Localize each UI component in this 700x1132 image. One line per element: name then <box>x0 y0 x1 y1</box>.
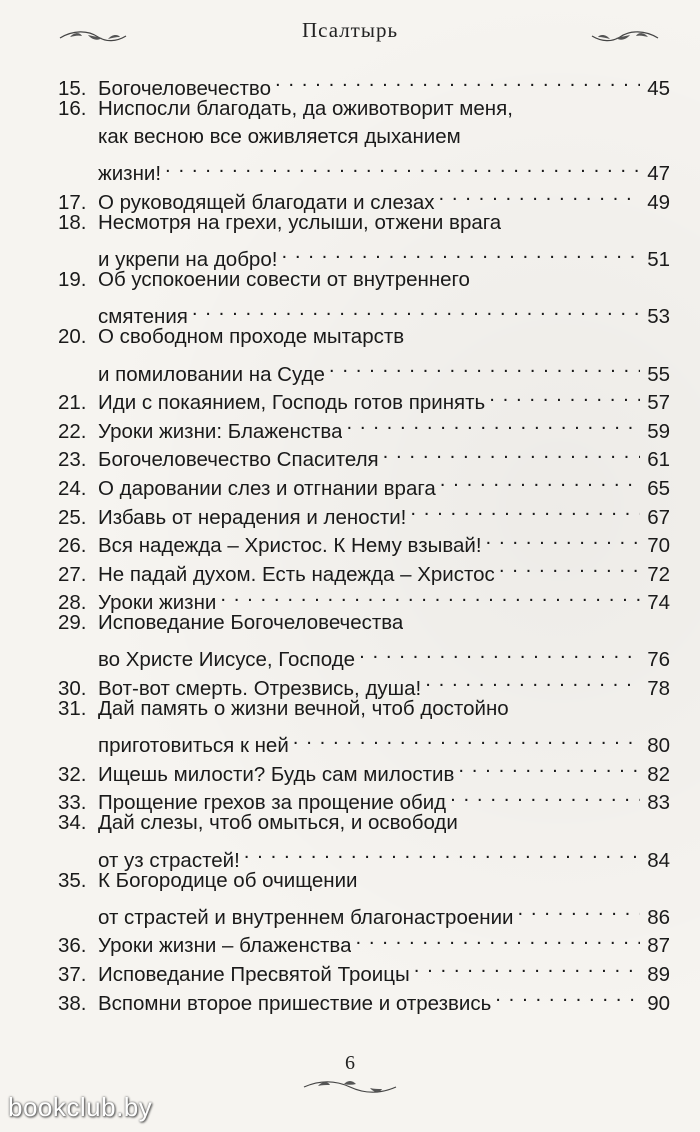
running-head-title: Псалтырь <box>301 18 399 42</box>
toc-entry-page: 47 <box>647 162 670 186</box>
toc-entry[interactable] <box>58 495 670 529</box>
toc-entry-title: Не падай духом. Есть надежда – Христос <box>98 562 495 586</box>
toc-entry-page: 84 <box>647 848 670 872</box>
toc-entry-title: Несмотря на грехи, услыши, отжени врага <box>98 210 502 234</box>
watermark: bookclub.by <box>8 1092 153 1122</box>
dot-leader <box>220 581 640 610</box>
toc-entry[interactable] <box>58 524 670 558</box>
dot-leader <box>458 752 640 781</box>
toc-entry-page: 57 <box>647 391 670 415</box>
toc-entry-page: 89 <box>647 963 670 986</box>
toc-entry-line <box>58 209 670 238</box>
toc-entry-number: 23. <box>58 448 87 472</box>
toc-entry-line <box>58 123 670 152</box>
toc-entry-number: 21. <box>58 391 87 415</box>
toc-entry-title: Исповедание Богочеловечества <box>98 611 404 635</box>
toc-entry[interactable] <box>58 867 670 929</box>
toc-entry[interactable] <box>58 952 670 986</box>
toc-entry[interactable] <box>58 466 670 500</box>
toc-entry-number: 25. <box>58 505 87 529</box>
dot-leader <box>281 238 640 267</box>
toc-entry-line <box>58 352 670 386</box>
toc-entry[interactable] <box>58 581 670 615</box>
toc-entry-line <box>58 724 670 758</box>
toc-entry-page: 83 <box>647 791 670 815</box>
dot-leader <box>495 981 640 1010</box>
toc-entry-number: 29. <box>58 611 87 635</box>
toc-entry-number: 24. <box>58 476 87 500</box>
toc-entry[interactable] <box>58 666 670 701</box>
toc-entry-page: 90 <box>647 991 670 1015</box>
toc-entry-title: Вот-вот смерть. Отрезвись, душа! <box>98 677 422 701</box>
toc-entry-title: и укрепи на добро! <box>98 248 278 272</box>
toc-entry-line <box>58 638 670 672</box>
toc-entry-title: Вспомни второе пришествие и отрезвись <box>98 991 492 1015</box>
toc-entry-page: 72 <box>647 562 670 586</box>
toc-entry-number: 27. <box>58 562 87 586</box>
toc-entry-title: О руководящей благодати и слезах <box>98 190 435 214</box>
toc-entry-number: 31. <box>58 697 87 721</box>
toc-entry[interactable] <box>58 323 670 386</box>
toc-entry-page: 55 <box>647 362 670 386</box>
toc-entry-line <box>58 895 670 929</box>
dot-leader <box>499 552 640 581</box>
toc-entry-page: 53 <box>647 305 670 329</box>
toc-entry-title: жизни! <box>98 162 162 186</box>
vine-ornament-icon <box>300 1078 400 1096</box>
toc-entry-line <box>58 924 670 958</box>
toc-entry-line <box>58 609 670 638</box>
toc-entry-title: Об успокоении совести от внутреннего <box>98 268 470 292</box>
toc-entry-number: 26. <box>58 534 87 558</box>
toc-entry[interactable] <box>58 180 670 214</box>
dot-leader <box>489 381 640 410</box>
toc-entry-title: приготовиться к ней <box>98 734 289 758</box>
toc-entry-title: Дай слезы, чтоб омыться, и освободи <box>98 811 458 835</box>
toc-entry-title: смятения <box>98 305 188 329</box>
toc-entry-title: Ниспосли благодать, да оживотворит меня, <box>98 96 513 120</box>
toc-entry-number: 15. <box>58 76 87 100</box>
page-number: 6 <box>345 1052 355 1074</box>
toc-entry-page: 45 <box>647 76 670 100</box>
toc-entry-title: Дай память о жизни вечной, чтоб достойно <box>98 697 509 721</box>
toc-entry-title: Богочеловечество Спасителя <box>98 448 379 472</box>
table-of-contents <box>58 66 670 1015</box>
toc-entry-title: Уроки жизни: Блаженства <box>98 419 343 443</box>
toc-entry-line <box>58 295 670 329</box>
toc-entry-title: Богочеловечество <box>98 76 271 100</box>
toc-entry-page: 80 <box>647 734 670 758</box>
toc-entry-page: 59 <box>647 419 670 443</box>
toc-entry-number: 32. <box>58 762 87 786</box>
toc-entry-title: Вся надежда – Христос. К Нему взывай! <box>98 534 482 558</box>
toc-entry[interactable] <box>58 695 670 758</box>
toc-entry-title: Избавь от нерадения и лености! <box>98 505 407 529</box>
toc-entry-line <box>58 152 670 186</box>
toc-entry-line <box>58 495 670 529</box>
toc-entry-title: и помиловании на Суде <box>98 362 325 386</box>
toc-entry-page: 65 <box>647 476 670 500</box>
dot-leader <box>293 724 640 753</box>
toc-entry-title: от уз страстей! <box>98 848 240 872</box>
toc-entry[interactable] <box>58 95 670 186</box>
toc-entry-number: 17. <box>58 190 87 214</box>
toc-entry-page: 67 <box>647 505 670 529</box>
toc-entry-title: во Христе Иисусе, Господе <box>98 648 356 672</box>
toc-entry-line <box>58 95 670 124</box>
dot-leader <box>244 838 640 867</box>
toc-entry[interactable] <box>58 409 670 443</box>
dot-leader <box>359 638 640 667</box>
toc-entry-page: 49 <box>647 190 670 214</box>
toc-entry-number: 37. <box>58 963 87 986</box>
toc-entry-line <box>58 695 670 724</box>
toc-entry-line <box>58 838 670 872</box>
toc-entry-number: 35. <box>58 868 87 892</box>
toc-entry-title: Иди с покаянием, Господь готов принять <box>98 391 486 415</box>
dot-leader <box>329 352 640 381</box>
toc-entry-line <box>58 323 670 352</box>
toc-entry[interactable] <box>58 609 670 672</box>
toc-entry-line <box>58 238 670 272</box>
dot-leader <box>383 438 640 467</box>
toc-entry-title: как весною все оживляется дыханием <box>98 125 461 149</box>
toc-entry[interactable] <box>58 809 670 872</box>
dot-leader <box>450 781 640 810</box>
toc-entry-number: 16. <box>58 96 87 120</box>
toc-entry-title: Уроки жизни – блаженства <box>98 934 352 958</box>
toc-entry-title: Прощение грехов за прощение обид <box>98 791 447 815</box>
toc-entry-page: 87 <box>647 934 670 958</box>
toc-entry-page: 78 <box>647 677 670 701</box>
toc-entry[interactable] <box>58 381 670 415</box>
vine-ornament-icon <box>590 26 660 48</box>
toc-entry-line <box>58 409 670 443</box>
toc-entry-line <box>58 438 670 472</box>
toc-entry-line <box>58 581 670 615</box>
dot-leader <box>275 66 640 95</box>
toc-entry[interactable] <box>58 66 670 100</box>
toc-entry-number: 36. <box>58 934 87 958</box>
toc-entry-line <box>58 952 670 986</box>
toc-entry-line <box>58 981 670 1015</box>
toc-entry[interactable] <box>58 266 670 329</box>
toc-entry-title: К Богородице об очищении <box>98 868 358 892</box>
toc-entry-line <box>58 781 670 815</box>
toc-entry-page: 51 <box>647 248 670 272</box>
toc-entry-page: 70 <box>647 534 670 558</box>
toc-entry-title: Ищешь милости? Будь сам милостив <box>98 762 455 786</box>
toc-entry[interactable] <box>58 981 670 1015</box>
toc-entry[interactable] <box>58 209 670 272</box>
toc-entry-title: Уроки жизни <box>98 591 217 615</box>
dot-leader <box>517 895 640 924</box>
toc-entry-title: О свободном проходе мытарств <box>98 325 405 349</box>
toc-entry-number: 33. <box>58 791 87 815</box>
toc-entry-number: 19. <box>58 268 87 292</box>
toc-entry-page: 86 <box>647 905 670 929</box>
dot-leader <box>440 466 640 495</box>
toc-entry-number: 20. <box>58 325 87 349</box>
dot-leader <box>414 952 640 981</box>
toc-entry-number: 34. <box>58 811 87 835</box>
toc-entry[interactable] <box>58 924 670 958</box>
toc-entry[interactable] <box>58 438 670 472</box>
toc-entry-page: 61 <box>647 448 670 472</box>
toc-entry-line <box>58 867 670 896</box>
toc-entry-page: 74 <box>647 591 670 615</box>
toc-entry-line <box>58 666 670 701</box>
toc-entry-number: 30. <box>58 677 87 701</box>
dot-leader <box>410 495 640 524</box>
toc-entry[interactable] <box>58 781 670 815</box>
toc-entry-line <box>58 381 670 415</box>
toc-entry-line <box>58 524 670 558</box>
toc-entry-page: 76 <box>647 648 670 672</box>
toc-entry-title: О даровании слез и отгнании врага <box>98 476 436 500</box>
toc-entry[interactable] <box>58 752 670 786</box>
toc-entry-title: от страстей и внутреннем благонастроении <box>98 905 514 929</box>
dot-leader <box>355 924 640 953</box>
dot-leader <box>346 409 640 438</box>
toc-entry-number: 22. <box>58 419 87 443</box>
toc-entry-line <box>58 66 670 100</box>
toc-entry-line <box>58 180 670 214</box>
toc-entry-line <box>58 266 670 295</box>
toc-entry-number: 18. <box>58 210 87 234</box>
toc-entry-line <box>58 466 670 500</box>
dot-leader <box>486 524 640 553</box>
dot-leader <box>192 295 640 324</box>
toc-entry[interactable] <box>58 552 670 586</box>
toc-entry-line <box>58 809 670 838</box>
dot-leader <box>425 666 640 695</box>
toc-entry-number: 38. <box>58 991 87 1015</box>
dot-leader <box>439 180 641 209</box>
toc-entry-line <box>58 752 670 786</box>
toc-entry-line <box>58 552 670 586</box>
toc-entry-page: 82 <box>647 762 670 786</box>
toc-entry-title: Исповедание Пресвятой Троицы <box>98 963 410 986</box>
dot-leader <box>165 152 640 181</box>
toc-entry-number: 28. <box>58 591 87 615</box>
